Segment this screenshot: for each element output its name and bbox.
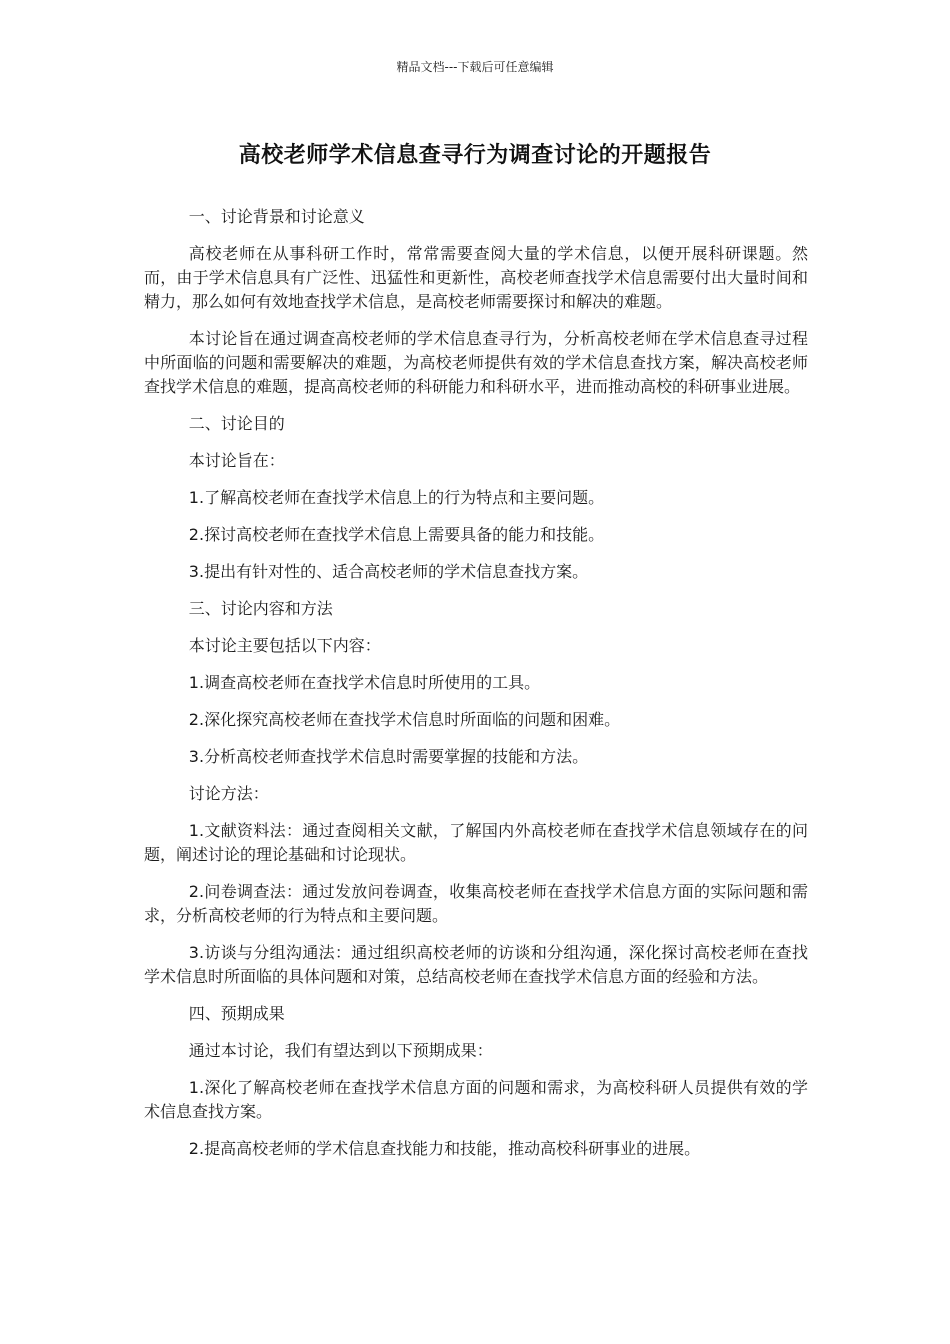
- header-note: 精品文档---下载后可任意编辑: [396, 60, 554, 74]
- paragraph: 讨论方法：: [188, 784, 269, 803]
- list-item: 1.深化了解高校老师在查找学术信息方面的问题和需求，为高校科研人员提供有效的学术信息查找方案。: [144, 1078, 808, 1121]
- list-item: 2.提高高校老师的学术信息查找能力和技能，推动高校科研事业的进展。: [188, 1139, 701, 1158]
- list-item: 3.访谈与分组沟通法：通过组织高校老师的访谈和分组沟通，深化探讨高校老师在查找学术信息时所面临的具体问题和对策，总结高校老师在查找学术信息方面的经验和方法。: [144, 943, 808, 986]
- document-body: [144, 205, 808, 1174]
- paragraph: 本讨论主要包括以下内容：: [188, 636, 381, 655]
- section-heading-outcomes: 四、预期成果: [188, 1004, 285, 1023]
- list-item: 1.调查高校老师在查找学术信息时所使用的工具。: [188, 673, 541, 692]
- paragraph: 通过本讨论，我们有望达到以下预期成果：: [188, 1041, 493, 1060]
- list-item: 1.文献资料法：通过查阅相关文献，了解国内外高校老师在查找学术信息领域存在的问题，阐述讨论的理论基础和讨论现状。: [144, 821, 808, 864]
- list-item: 2.问卷调查法：通过发放问卷调查，收集高校老师在查找学术信息方面的实际问题和需求，分析高校老师的行为特点和主要问题。: [144, 882, 808, 925]
- list-item: 2.探讨高校老师在查找学术信息上需要具备的能力和技能。: [188, 525, 605, 544]
- section-heading-purpose: 二、讨论目的: [188, 414, 285, 433]
- list-item: 2.深化探究高校老师在查找学术信息时所面临的问题和困难。: [188, 710, 621, 729]
- paragraph: 本讨论旨在：: [188, 451, 285, 470]
- page-title: 高校老师学术信息查寻行为调查讨论的开题报告: [238, 143, 712, 168]
- list-item: 1.了解高校老师在查找学术信息上的行为特点和主要问题。: [188, 488, 605, 507]
- section-heading-background: 一、讨论背景和讨论意义: [188, 207, 365, 226]
- paragraph: 本讨论旨在通过调查高校老师的学术信息查寻行为，分析高校老师在学术信息查寻过程中所面临的问题和需要解决的难题，为高校老师提供有效的学术信息查找方案，解决高校老师查找学术信息的难题，提高高校老师的科研能力和科研水平，进而推动高校的科研事业进展。: [144, 329, 808, 396]
- list-item: 3.提出有针对性的、适合高校老师的学术信息查找方案。: [188, 562, 589, 581]
- list-item: 3.分析高校老师查找学术信息时需要掌握的技能和方法。: [188, 747, 589, 766]
- section-heading-content-method: 三、讨论内容和方法: [188, 599, 333, 618]
- paragraph: 高校老师在从事科研工作时，常常需要查阅大量的学术信息，以便开展科研课题。然而，由于学术信息具有广泛性、迅猛性和更新性，高校老师查找学术信息需要付出大量时间和精力，那么如何有效地查找学术信息，是高校老师需要探讨和解决的难题。: [144, 244, 808, 311]
